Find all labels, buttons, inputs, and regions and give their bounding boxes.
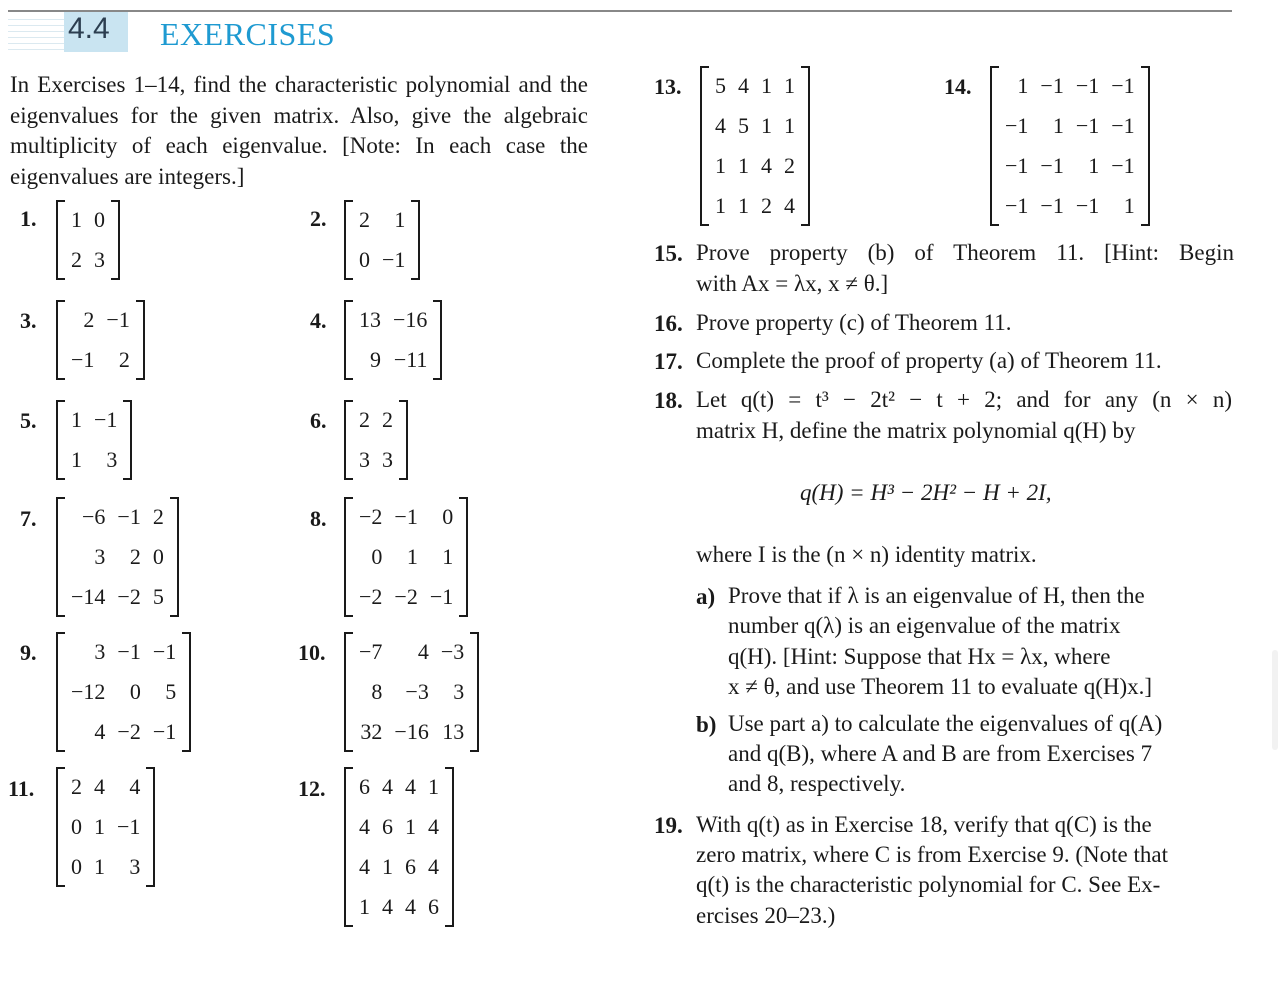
right-bracket bbox=[399, 400, 408, 480]
matrix-entry: 3 bbox=[94, 247, 105, 272]
matrix-entry: 5 bbox=[152, 584, 164, 609]
ex-label: 10. bbox=[298, 640, 326, 665]
matrix-row bbox=[353, 887, 445, 927]
matrix-row bbox=[65, 440, 123, 480]
matrix-entry: −3 bbox=[405, 679, 429, 704]
matrix-entry: 1 bbox=[359, 894, 370, 919]
matrix-entry: −2 bbox=[359, 504, 383, 529]
matrix-entry: 6 bbox=[428, 894, 439, 919]
right-bracket bbox=[470, 632, 479, 752]
matrix-entry: 0 bbox=[371, 544, 383, 569]
ex-label: 5. bbox=[20, 408, 37, 433]
problem-17-label: 17. bbox=[654, 349, 683, 374]
left-bracket bbox=[56, 400, 65, 480]
matrix-entry: 2 bbox=[382, 407, 393, 432]
matrix-11 bbox=[56, 767, 155, 887]
matrix-entries bbox=[353, 200, 411, 280]
problem-19-line: ercises 20–23.) bbox=[696, 903, 836, 928]
matrix-row bbox=[65, 672, 182, 712]
matrix-entry: −3 bbox=[440, 639, 465, 664]
matrix-5 bbox=[56, 400, 132, 480]
matrix-row bbox=[65, 807, 146, 847]
section-number: 4.4 bbox=[68, 12, 110, 45]
matrix-row bbox=[65, 537, 170, 577]
matrix-entry: 0 bbox=[442, 504, 454, 529]
matrix-row bbox=[65, 847, 146, 887]
matrix-row bbox=[65, 240, 111, 280]
matrix-entry: 1 bbox=[1123, 193, 1135, 218]
matrix-row bbox=[65, 300, 136, 340]
matrix-entries bbox=[65, 767, 146, 887]
matrix-entry: −2 bbox=[359, 584, 383, 609]
problem-19-line: q(t) is the characteristic polynomial for C. See Ex- bbox=[696, 872, 1161, 897]
matrix-entry: 3 bbox=[453, 679, 465, 704]
right-bracket bbox=[411, 200, 420, 280]
ex-label: 13. bbox=[654, 74, 682, 99]
matrix-entry: −1 bbox=[71, 347, 95, 372]
matrix-entry: 4 bbox=[405, 774, 416, 799]
section-title: EXERCISES bbox=[160, 16, 336, 52]
problem-15-line1: Prove property (b) of Theorem 11. [Hint: Begin bbox=[696, 240, 1234, 265]
matrix-row bbox=[353, 537, 459, 577]
matrix-entry: 2 bbox=[129, 544, 141, 569]
problem-18-line2: matrix H, define the matrix polynomial q(H) by bbox=[696, 418, 1136, 443]
matrix-entry: −1 bbox=[117, 504, 141, 529]
matrix-entry: 6 bbox=[359, 774, 370, 799]
matrix-entry: 4 bbox=[382, 894, 393, 919]
matrix-row bbox=[353, 632, 470, 672]
matrix-entry: 4 bbox=[382, 774, 393, 799]
matrix-entry: −2 bbox=[394, 584, 418, 609]
matrix-entry: −1 bbox=[117, 814, 141, 839]
matrix-entry: −1 bbox=[394, 504, 418, 529]
left-bracket bbox=[344, 497, 353, 617]
matrix-entry: 2 bbox=[784, 153, 795, 178]
problem-17-text: Complete the proof of property (a) of Theorem 11. bbox=[696, 348, 1162, 373]
matrix-entries bbox=[65, 497, 170, 617]
matrix-entry: −1 bbox=[94, 407, 118, 432]
matrix-entry: 1 bbox=[715, 153, 726, 178]
left-bracket bbox=[990, 66, 999, 226]
matrix-entry: 5 bbox=[165, 679, 177, 704]
matrix-entry: 1 bbox=[761, 73, 772, 98]
matrix-entry: −1 bbox=[117, 639, 141, 664]
matrix-entry: 1 bbox=[738, 153, 749, 178]
right-bracket bbox=[801, 66, 810, 226]
matrix-entry: −1 bbox=[106, 307, 130, 332]
matrix-entry: −2 bbox=[117, 719, 141, 744]
matrix-entry: 6 bbox=[382, 814, 393, 839]
matrix-entry: 1 bbox=[71, 407, 82, 432]
matrix-entry: −1 bbox=[1111, 73, 1135, 98]
matrix-row bbox=[709, 146, 801, 186]
matrix-entry: 2 bbox=[71, 247, 82, 272]
matrix-entry: −2 bbox=[117, 584, 141, 609]
exercises-intro: In Exercises 1–14, find the characteristic polynomial and the eigenvalues for the given matrix. Also, give the algebraic multiplicity of each eigenvalue. [Note: In each case the eigenvalues are integers.] bbox=[10, 72, 588, 189]
section-decoration bbox=[8, 14, 64, 52]
matrix-row bbox=[709, 186, 801, 226]
matrix-9 bbox=[56, 632, 191, 752]
matrix-row bbox=[353, 497, 459, 537]
matrix-entry: 1 bbox=[71, 447, 82, 472]
matrix-row bbox=[999, 186, 1141, 226]
ex-label: 1. bbox=[20, 206, 37, 231]
matrix-1 bbox=[56, 200, 120, 280]
matrix-row bbox=[353, 807, 445, 847]
matrix-entries bbox=[65, 300, 136, 380]
matrix-entry: −1 bbox=[152, 639, 177, 664]
problem-18b-line: and 8, respectively. bbox=[728, 771, 906, 796]
matrix-entries bbox=[65, 400, 123, 480]
matrix-entry: 13 bbox=[442, 719, 465, 744]
matrix-entries bbox=[353, 300, 433, 380]
problem-19-label: 19. bbox=[654, 813, 683, 838]
matrix-row bbox=[999, 106, 1141, 146]
matrix-entry: 3 bbox=[359, 447, 370, 472]
matrix-entry: 6 bbox=[405, 854, 416, 879]
matrix-entry: 2 bbox=[761, 193, 772, 218]
right-bracket bbox=[146, 767, 155, 887]
ex-label: 4. bbox=[310, 308, 327, 333]
problem-18a-line: q(H). [Hint: Suppose that Hx = λx, where bbox=[728, 644, 1111, 669]
matrix-entry: 1 bbox=[784, 113, 795, 138]
matrix-entry: −1 bbox=[1005, 193, 1029, 218]
matrix-entry: −16 bbox=[393, 307, 428, 332]
problem-18-equation: q(H) = H³ − 2H² − H + 2I, bbox=[800, 480, 1052, 505]
matrix-12 bbox=[344, 767, 454, 927]
matrix-row bbox=[353, 440, 399, 480]
matrix-entry: −1 bbox=[1005, 113, 1029, 138]
matrix-entry: 4 bbox=[359, 814, 370, 839]
matrix-entry: −1 bbox=[1111, 113, 1135, 138]
ex-label: 9. bbox=[20, 640, 37, 665]
matrix-entry: 1 bbox=[761, 113, 772, 138]
ex-label: 11. bbox=[8, 776, 35, 801]
matrix-entry: 4 bbox=[738, 73, 749, 98]
matrix-row bbox=[353, 300, 433, 340]
matrix-entry: 1 bbox=[394, 207, 406, 232]
matrix-entry: 4 bbox=[94, 719, 106, 744]
matrix-entry: 0 bbox=[94, 207, 105, 232]
ex-label: 3. bbox=[20, 308, 37, 333]
matrix-7 bbox=[56, 497, 179, 617]
matrix-entry: 1 bbox=[715, 193, 726, 218]
matrix-entry: 2 bbox=[359, 207, 370, 232]
matrix-entry: −11 bbox=[393, 347, 428, 372]
matrix-entry: 0 bbox=[359, 247, 370, 272]
left-bracket bbox=[344, 200, 353, 280]
matrix-entry: 13 bbox=[359, 307, 381, 332]
matrix-entry: 4 bbox=[94, 774, 105, 799]
matrix-entry: 4 bbox=[428, 854, 439, 879]
ex-label: 2. bbox=[310, 206, 327, 231]
scrollbar[interactable] bbox=[1272, 650, 1278, 750]
ex-label: 8. bbox=[310, 506, 327, 531]
matrix-entry: 0 bbox=[152, 544, 164, 569]
matrix-entry: 32 bbox=[360, 719, 383, 744]
problem-18b-label: b) bbox=[696, 712, 717, 737]
matrix-13 bbox=[700, 66, 810, 226]
matrix-entry: −1 bbox=[152, 719, 177, 744]
right-bracket bbox=[433, 300, 442, 380]
left-bracket bbox=[56, 200, 65, 280]
left-bracket bbox=[56, 300, 65, 380]
left-bracket bbox=[56, 497, 65, 617]
matrix-entry: 1 bbox=[406, 544, 418, 569]
matrix-entry: −12 bbox=[71, 679, 106, 704]
matrix-entry: −1 bbox=[1075, 73, 1100, 98]
matrix-entry: −1 bbox=[382, 247, 406, 272]
top-rule bbox=[8, 10, 1232, 12]
ex-label: 12. bbox=[298, 776, 326, 801]
matrix-entry: 1 bbox=[1088, 153, 1100, 178]
matrix-entries bbox=[999, 66, 1141, 226]
matrix-row bbox=[709, 66, 801, 106]
ex-label: 14. bbox=[944, 74, 972, 99]
matrix-entry: 1 bbox=[1017, 73, 1029, 98]
matrix-row bbox=[709, 106, 801, 146]
left-bracket bbox=[344, 400, 353, 480]
matrix-row bbox=[353, 672, 470, 712]
left-bracket bbox=[56, 767, 65, 887]
matrix-row bbox=[65, 340, 136, 380]
left-bracket bbox=[344, 767, 353, 927]
matrix-entry: 2 bbox=[118, 347, 130, 372]
right-bracket bbox=[136, 300, 145, 380]
matrix-row bbox=[65, 632, 182, 672]
matrix-entry: −1 bbox=[1111, 153, 1135, 178]
matrix-entry: 4 bbox=[715, 113, 726, 138]
problem-19-line: With q(t) as in Exercise 18, verify that q(C) is the bbox=[696, 812, 1152, 837]
left-bracket bbox=[56, 632, 65, 752]
right-bracket bbox=[182, 632, 191, 752]
problem-18a-label: a) bbox=[696, 584, 716, 609]
matrix-entry: 1 bbox=[784, 73, 795, 98]
matrix-entry: 1 bbox=[71, 207, 82, 232]
right-bracket bbox=[123, 400, 132, 480]
matrix-entry: 4 bbox=[428, 814, 439, 839]
right-bracket bbox=[111, 200, 120, 280]
matrix-entry: 4 bbox=[129, 774, 141, 799]
matrix-entry: −1 bbox=[1075, 193, 1100, 218]
matrix-entry: −1 bbox=[1040, 193, 1064, 218]
problem-19-line: zero matrix, where C is from Exercise 9. (Note that bbox=[696, 842, 1168, 867]
matrix-row bbox=[353, 240, 411, 280]
matrix-entry: 1 bbox=[428, 774, 439, 799]
matrix-14 bbox=[990, 66, 1150, 226]
matrix-entry: 1 bbox=[1052, 113, 1064, 138]
matrix-row bbox=[999, 66, 1141, 106]
matrix-3 bbox=[56, 300, 145, 380]
matrix-entry: 2 bbox=[83, 307, 95, 332]
matrix-entry: 2 bbox=[152, 504, 164, 529]
left-bracket bbox=[344, 632, 353, 752]
matrix-entries bbox=[353, 497, 459, 617]
matrix-entry: 4 bbox=[784, 193, 795, 218]
problem-16-label: 16. bbox=[654, 311, 683, 336]
matrix-row bbox=[353, 200, 411, 240]
matrix-row bbox=[65, 767, 146, 807]
matrix-row bbox=[353, 767, 445, 807]
matrix-entry: −1 bbox=[1005, 153, 1029, 178]
matrix-10 bbox=[344, 632, 479, 752]
matrix-entry: −7 bbox=[359, 639, 383, 664]
matrix-row bbox=[65, 577, 170, 617]
matrix-entry: 1 bbox=[94, 854, 105, 879]
problem-18-line1: Let q(t) = t³ − 2t² − t + 2; and for any (n × n) bbox=[696, 387, 1232, 412]
matrix-entry: 4 bbox=[761, 153, 772, 178]
matrix-entry: 3 bbox=[106, 447, 118, 472]
problem-18a-line: x ≠ θ, and use Theorem 11 to evaluate q(H)x.] bbox=[728, 674, 1153, 699]
matrix-4 bbox=[344, 300, 442, 380]
matrix-entry: 2 bbox=[71, 774, 82, 799]
matrix-entry: −1 bbox=[429, 584, 454, 609]
matrix-row bbox=[65, 712, 182, 752]
matrix-row bbox=[353, 847, 445, 887]
matrix-row bbox=[65, 200, 111, 240]
problem-15-label: 15. bbox=[654, 241, 683, 266]
matrix-entry: −1 bbox=[1040, 153, 1064, 178]
matrix-entry: 4 bbox=[405, 894, 416, 919]
matrix-entry: 1 bbox=[405, 814, 416, 839]
matrix-entries bbox=[353, 632, 470, 752]
matrix-entry: −1 bbox=[1040, 73, 1064, 98]
matrix-entry: 3 bbox=[129, 854, 141, 879]
ex-label: 7. bbox=[20, 506, 37, 531]
matrix-entries bbox=[65, 632, 182, 752]
right-bracket bbox=[1141, 66, 1150, 226]
matrix-entry: 1 bbox=[442, 544, 454, 569]
matrix-6 bbox=[344, 400, 408, 480]
matrix-entry: 5 bbox=[738, 113, 749, 138]
problem-18a-line: number q(λ) is an eigenvalue of the matrix bbox=[728, 613, 1121, 638]
matrix-entry: 8 bbox=[371, 679, 383, 704]
matrix-entries bbox=[709, 66, 801, 226]
problem-16-text: Prove property (c) of Theorem 11. bbox=[696, 310, 1012, 335]
matrix-entry: −14 bbox=[71, 584, 106, 609]
matrix-entry: 3 bbox=[94, 639, 106, 664]
problem-15-line2: with Ax = λx, x ≠ θ.] bbox=[696, 271, 889, 296]
matrix-entry: 5 bbox=[715, 73, 726, 98]
problem-18b-line: Use part a) to calculate the eigenvalues of q(A) bbox=[728, 711, 1163, 736]
problem-18-after: where I is the (n × n) identity matrix. bbox=[696, 542, 1037, 567]
left-bracket bbox=[700, 66, 709, 226]
matrix-entry: 0 bbox=[129, 679, 141, 704]
matrix-entry: −16 bbox=[394, 719, 429, 744]
matrix-8 bbox=[344, 497, 468, 617]
matrix-row bbox=[353, 340, 433, 380]
matrix-entry: 3 bbox=[382, 447, 393, 472]
matrix-entry: 4 bbox=[417, 639, 429, 664]
ex-label: 6. bbox=[310, 408, 327, 433]
problem-18a-line: Prove that if λ is an eigenvalue of H, then the bbox=[728, 583, 1145, 608]
matrix-2 bbox=[344, 200, 420, 280]
matrix-entry: 2 bbox=[359, 407, 370, 432]
matrix-entry: 3 bbox=[94, 544, 106, 569]
matrix-entry: −1 bbox=[1075, 113, 1100, 138]
matrix-entry: 1 bbox=[94, 814, 105, 839]
matrix-row bbox=[353, 400, 399, 440]
matrix-row bbox=[999, 146, 1141, 186]
matrix-entry: −6 bbox=[82, 504, 106, 529]
matrix-row bbox=[65, 497, 170, 537]
matrix-entry: 1 bbox=[382, 854, 393, 879]
matrix-entry: 1 bbox=[738, 193, 749, 218]
matrix-row bbox=[353, 712, 470, 752]
matrix-entry: 9 bbox=[370, 347, 381, 372]
problem-18-label: 18. bbox=[654, 388, 683, 413]
problem-18b-line: and q(B), where A and B are from Exercises 7 bbox=[728, 741, 1153, 766]
matrix-entries bbox=[353, 400, 399, 480]
left-bracket bbox=[344, 300, 353, 380]
right-bracket bbox=[445, 767, 454, 927]
right-bracket bbox=[459, 497, 468, 617]
matrix-entry: 0 bbox=[71, 814, 82, 839]
matrix-entries bbox=[65, 200, 111, 280]
matrix-entries bbox=[353, 767, 445, 927]
matrix-row bbox=[65, 400, 123, 440]
matrix-entry: 4 bbox=[359, 854, 370, 879]
right-bracket bbox=[170, 497, 179, 617]
matrix-row bbox=[353, 577, 459, 617]
matrix-entry: 0 bbox=[71, 854, 82, 879]
